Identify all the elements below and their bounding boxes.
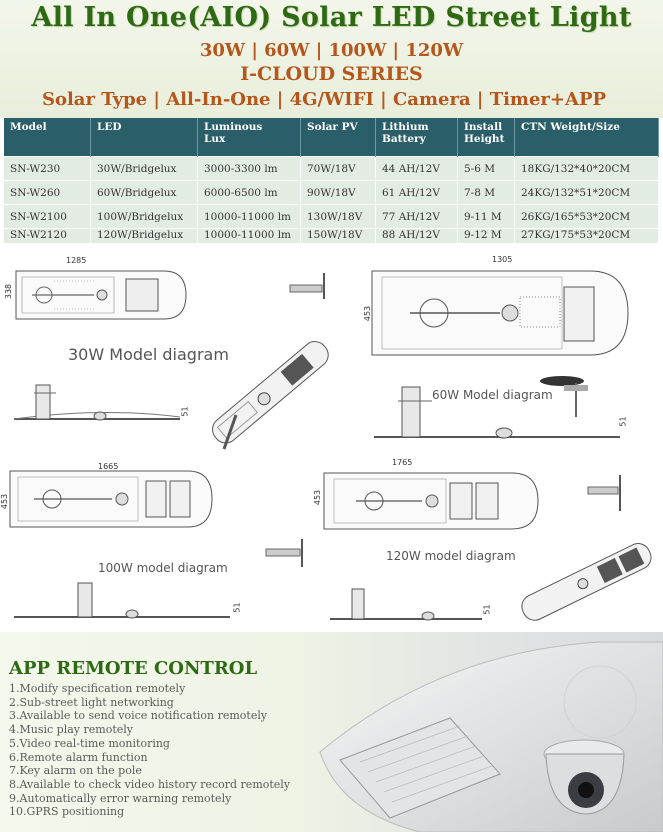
header-banner bbox=[0, 0, 663, 118]
table-cell: 27KG/175*53*20CM bbox=[515, 229, 659, 244]
dim-width-30w: 338 bbox=[4, 283, 14, 300]
app-remote-control-section bbox=[0, 632, 663, 832]
col-header-text: Lithium Battery bbox=[382, 121, 429, 145]
table-cell: 18KG/132*40*20CM bbox=[515, 157, 659, 181]
pole-arm-30w-icon bbox=[286, 265, 330, 305]
street-light-camera-photo bbox=[300, 642, 663, 832]
dim-height-30w: 51 bbox=[180, 406, 190, 417]
table-cell: 3000-3300 lm bbox=[198, 157, 301, 181]
table-cell: 100W/Bridgelux bbox=[91, 205, 198, 229]
table-cell: 90W/18V bbox=[301, 181, 376, 205]
list-item: 8.Available to check video history record remotely bbox=[9, 777, 291, 791]
page-title: All In One(AIO) Solar LED Street Light bbox=[31, 2, 632, 33]
col-header: Model bbox=[4, 118, 91, 157]
table-header-row bbox=[4, 118, 659, 157]
table-cell: SN-W2120 bbox=[4, 229, 91, 244]
list-item: 9.Automatically error warning remotely bbox=[9, 791, 232, 805]
lamp-120w-side-view bbox=[328, 585, 484, 625]
lamp-30w-perspective bbox=[196, 333, 346, 451]
table-cell: 24KG/132*51*20CM bbox=[515, 181, 659, 205]
model-diagrams bbox=[0, 251, 663, 631]
table-cell: 77 AH/12V bbox=[376, 205, 458, 229]
table-cell: SN-W2100 bbox=[4, 205, 91, 229]
col-header-text: Luminous Lux bbox=[204, 121, 263, 145]
col-header: CTN Weight/Size bbox=[515, 118, 659, 157]
lamp-100w-top-view bbox=[8, 467, 214, 531]
spec-table bbox=[4, 118, 659, 243]
list-item: 4.Music play remotely bbox=[9, 723, 133, 737]
lamp-60w-side-view bbox=[372, 381, 622, 443]
table-cell: 10000-11000 lm bbox=[198, 229, 301, 244]
table-cell: 9-12 M bbox=[458, 229, 515, 244]
table-cell: SN-W230 bbox=[4, 157, 91, 181]
table-cell: 130W/18V bbox=[301, 205, 376, 229]
series-name: I-CLOUD SERIES bbox=[240, 63, 423, 85]
dim-height-60w: 51 bbox=[618, 416, 628, 427]
feature-list: Solar Type | All-In-One | 4G/WIFI | Camera | Timer+APP bbox=[41, 89, 607, 110]
table-cell: 44 AH/12V bbox=[376, 157, 458, 181]
col-header bbox=[376, 118, 458, 157]
col-header bbox=[198, 118, 301, 157]
col-header-text: Install Height bbox=[464, 121, 505, 145]
dim-width-100w: 453 bbox=[0, 493, 10, 510]
pole-arm-120w-icon bbox=[584, 473, 626, 513]
list-item: 3.Available to send voice notification remotely bbox=[9, 709, 268, 723]
table-cell: 5-6 M bbox=[458, 157, 515, 181]
table-cell: 10000-11000 lm bbox=[198, 205, 301, 229]
col-header: LED bbox=[91, 118, 198, 157]
dim-length-60w: 1305 bbox=[492, 255, 513, 264]
lamp-120w-top-view bbox=[322, 469, 540, 533]
table-cell: 26KG/165*53*20CM bbox=[515, 205, 659, 229]
app-feature-list bbox=[9, 682, 290, 819]
table-cell: 88 AH/12V bbox=[376, 229, 458, 244]
lamp-30w-side-view bbox=[12, 379, 182, 425]
list-item: 1.Modify specification remotely bbox=[9, 682, 186, 695]
table-cell: 6000-6500 lm bbox=[198, 181, 301, 205]
dim-height-100w: 51 bbox=[232, 602, 242, 613]
dim-length-30w: 1285 bbox=[66, 256, 87, 265]
dim-width-120w: 453 bbox=[313, 489, 323, 506]
dim-height-120w: 51 bbox=[482, 604, 492, 615]
lamp-60w-top-view bbox=[370, 267, 630, 359]
dim-length-120w: 1765 bbox=[392, 458, 413, 467]
table-cell: 30W/Bridgelux bbox=[91, 157, 198, 181]
table-cell: 9-11 M bbox=[458, 205, 515, 229]
list-item: 7.Key alarm on the pole bbox=[9, 764, 142, 778]
pole-arm-100w-icon bbox=[262, 537, 308, 569]
col-header bbox=[458, 118, 515, 157]
lamp-120w-perspective bbox=[512, 541, 660, 623]
lamp-100w-side-view bbox=[12, 579, 232, 623]
list-item: 5.Video real-time monitoring bbox=[9, 736, 170, 750]
list-item: 2.Sub-street light networking bbox=[9, 695, 174, 709]
diagram-label-30w: 30W Model diagram bbox=[68, 345, 229, 364]
table-cell: SN-W260 bbox=[4, 181, 91, 205]
table-cell: 70W/18V bbox=[301, 157, 376, 181]
app-section-title: APP REMOTE CONTROL bbox=[9, 658, 258, 679]
col-header: Solar PV bbox=[301, 118, 376, 157]
list-item: 10.GPRS positioning bbox=[9, 805, 125, 819]
table-row bbox=[4, 205, 659, 229]
dim-width-60w: 453 bbox=[363, 305, 373, 322]
wattage-options: 30W | 60W | 100W | 120W bbox=[199, 40, 464, 61]
diagram-label-60w: 60W Model diagram bbox=[432, 388, 553, 402]
dim-length-100w: 1665 bbox=[98, 462, 119, 471]
diagram-label-100w: 100W model diagram bbox=[98, 561, 228, 575]
diagram-label-120w: 120W model diagram bbox=[386, 549, 516, 563]
table-row bbox=[4, 229, 659, 244]
table-cell: 120W/Bridgelux bbox=[91, 229, 198, 244]
table-row bbox=[4, 181, 659, 205]
table-cell: 61 AH/12V bbox=[376, 181, 458, 205]
table-cell: 60W/Bridgelux bbox=[91, 181, 198, 205]
table-cell: 7-8 M bbox=[458, 181, 515, 205]
table-row bbox=[4, 157, 659, 181]
table-cell: 150W/18V bbox=[301, 229, 376, 244]
list-item: 6.Remote alarm function bbox=[9, 750, 148, 764]
lamp-30w-top-view bbox=[14, 267, 189, 323]
